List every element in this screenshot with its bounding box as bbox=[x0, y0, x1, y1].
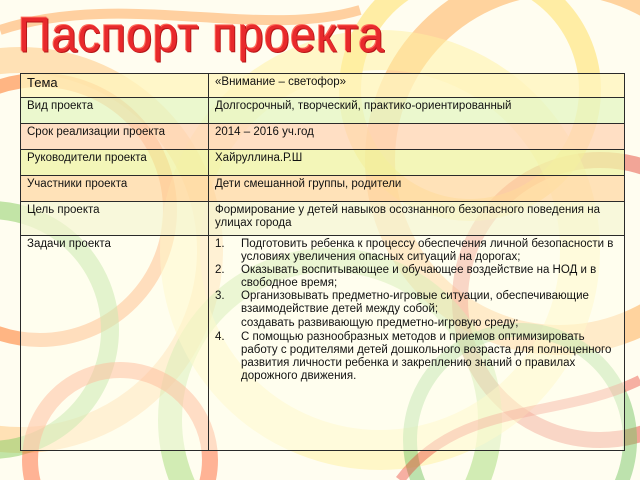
task-text: Подготовить ребенка к процессу обеспечения личной безопасности в условиях увеличения опасных ситуаций на дорогах; bbox=[241, 238, 614, 263]
row-value-goal: Формирование у детей навыков осознанного безопасного поведения на улицах города bbox=[209, 202, 625, 236]
table-row bbox=[21, 236, 625, 451]
task-number: 2. bbox=[215, 264, 225, 276]
tasks-list-continued bbox=[215, 331, 619, 383]
table-row bbox=[21, 74, 625, 98]
row-value-tasks bbox=[209, 236, 625, 451]
row-value-participants: Дети смешанной группы, родители bbox=[209, 176, 625, 202]
task-extra-line: создавать развивающую предметно-игровую среду; bbox=[241, 317, 519, 329]
row-value-period: 2014 – 2016 уч.год bbox=[209, 124, 625, 150]
task-text: С помощью разнообразных методов и приемов оптимизировать работу с родителями детей дошкольного возраста для полноценного развития личности ребенка и закреплению знаний о правилах дорожного движения. bbox=[241, 331, 612, 382]
task-number: 3. bbox=[215, 290, 225, 302]
list-item bbox=[215, 238, 619, 264]
page-title: Паспорт проекта bbox=[18, 7, 385, 63]
row-label-period: Срок реализации проекта bbox=[21, 124, 209, 150]
list-item bbox=[215, 290, 619, 316]
task-number: 4. bbox=[215, 331, 225, 343]
table-row bbox=[21, 98, 625, 124]
row-label-leaders: Руководители проекта bbox=[21, 150, 209, 176]
project-passport-table bbox=[20, 73, 625, 451]
table-row bbox=[21, 150, 625, 176]
row-label-topic: Тема bbox=[21, 74, 209, 98]
list-item bbox=[215, 264, 619, 290]
row-label-type: Вид проекта bbox=[21, 98, 209, 124]
list-item bbox=[215, 331, 619, 383]
task-number: 1. bbox=[215, 238, 225, 250]
table-row bbox=[21, 124, 625, 150]
row-label-tasks: Задачи проекта bbox=[21, 236, 209, 451]
tasks-list bbox=[215, 238, 619, 316]
row-label-goal: Цель проекта bbox=[21, 202, 209, 236]
table-row bbox=[21, 176, 625, 202]
row-value-type: Долгосрочный, творческий, практико-ориентированный bbox=[209, 98, 625, 124]
row-label-participants: Участники проекта bbox=[21, 176, 209, 202]
task-text: Оказывать воспитывающее и обучающее воздействие на НОД и в свободное время; bbox=[241, 264, 597, 289]
task-text: Организовывать предметно-игровые ситуации, обеспечивающие взаимодействие детей между собой; bbox=[241, 290, 589, 315]
row-value-topic: «Внимание – светофор» bbox=[209, 74, 625, 98]
row-value-leaders: Хайруллина.Р.Ш bbox=[209, 150, 625, 176]
table-row bbox=[21, 202, 625, 236]
